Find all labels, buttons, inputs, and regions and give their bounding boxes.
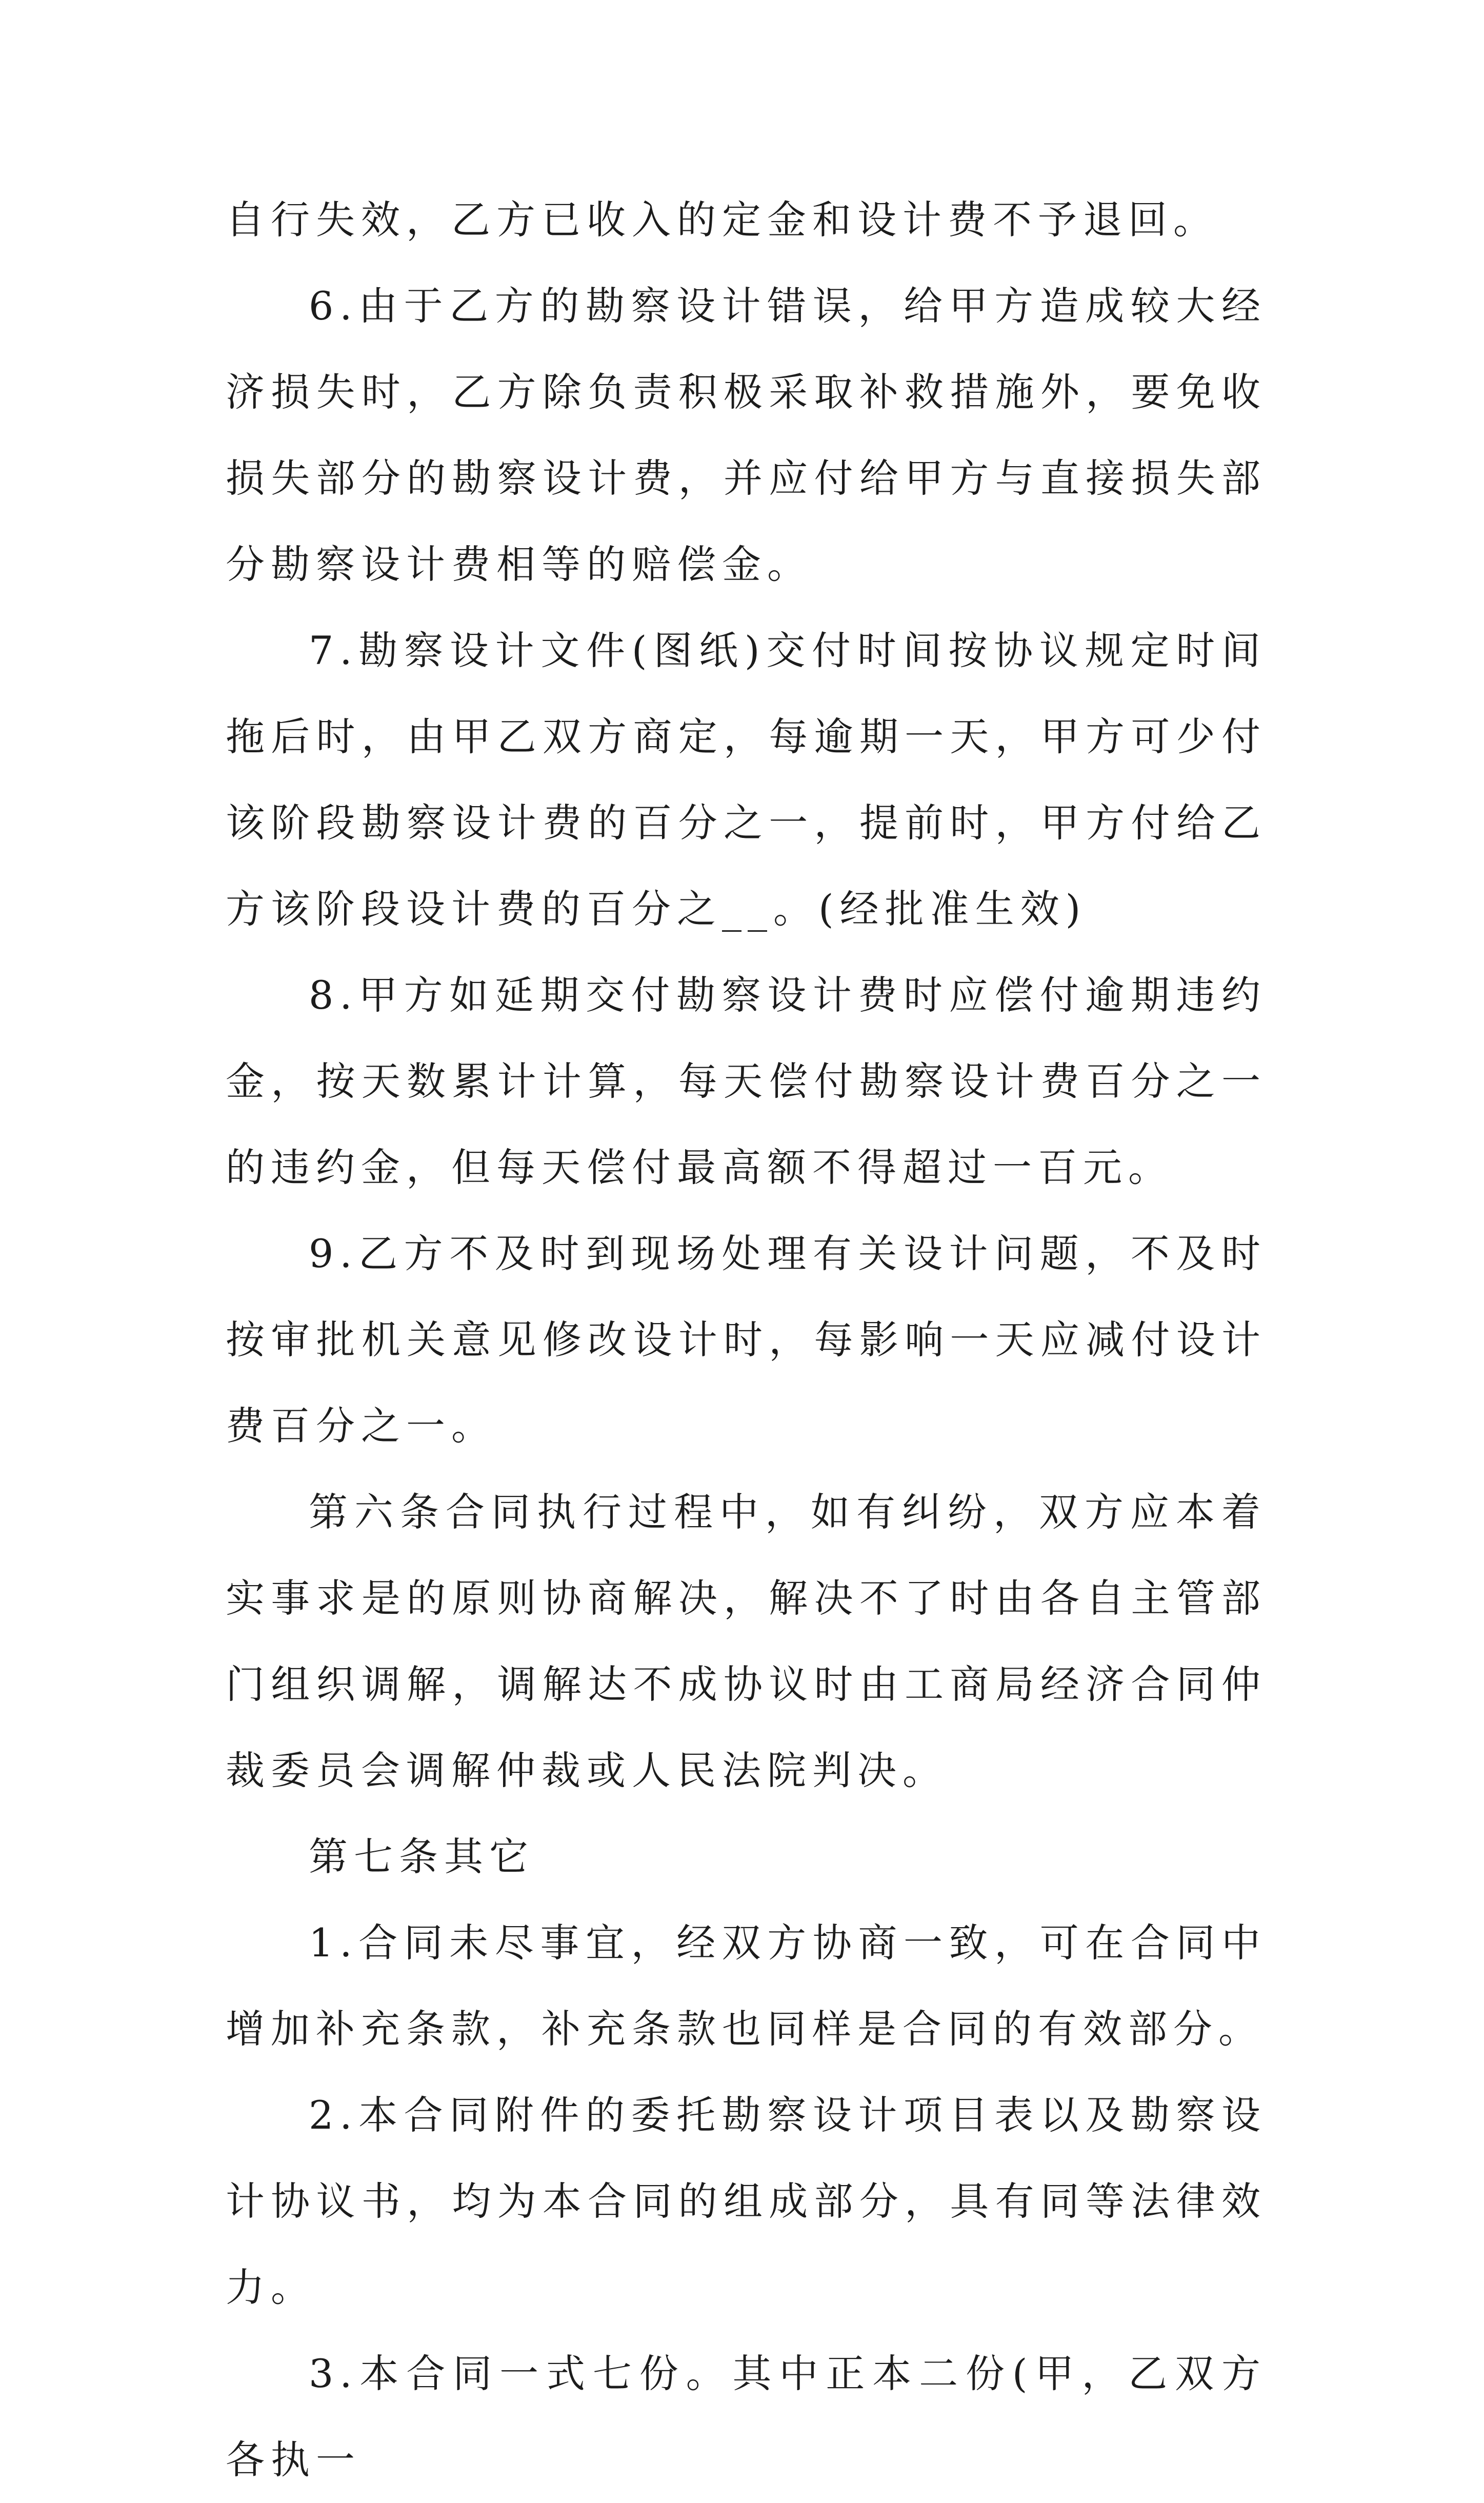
paragraph: 1.合同未尽事宜，经双方协商一致，可在合同中增加补充条款，补充条款也同样是合同的有效部分。 [226,1920,1267,2052]
paragraph: 7.勘察设计文件(图纸)交付时间按协议规定时间拖后时，由甲乙双方商定，每逾期一天，甲方可少付该阶段勘察设计费的百分之一，提前时，甲方付给乙方该阶段设计费的百分之__。(经批准生效) [226,628,1267,932]
paragraph: 8.甲方如延期交付勘察设计费时应偿付逾期违约金，按天数累计计算，每天偿付勘察设计费百分之一的违约金，但每天偿付最高额不得超过一百元。 [226,972,1267,1190]
paragraph: 6.由于乙方的勘察设计错误，给甲方造成较大经济损失时，乙方除负责积极采取补救措施外，要免收损失部分的勘察设计费，并应付给甲方与直接损失部分勘察设计费相等的赔偿金。 [226,283,1267,587]
paragraph: 3.本合同一式七份。其中正本二份(甲，乙双方各执一 [226,2351,1267,2482]
paragraph: 自行失效，乙方已收入的定金和设计费不予退回。 [226,197,1218,243]
section-heading: 第七条其它 [309,1834,534,1879]
document-body [226,177,1267,2503]
paragraph: 9.乙方不及时到现场处理有关设计问题，不及时按审批机关意见修改设计时，每影响一天应减付设计费百分之一。 [226,1231,1267,1449]
paragraph: 2.本合同附件的委托勘察设计项目表以及勘察设计协议书，均为本合同的组成部分，具有同等法律效力。 [226,2092,1267,2310]
paragraph: 第六条合同执行过程中，如有纠纷，双方应本着实事求是的原则协商解决，解决不了时由各自主管部门组织调解，调解达不成协议时由工商局经济合同仲裁委员会调解仲裁或人民法院判决。 [226,1489,1267,1793]
